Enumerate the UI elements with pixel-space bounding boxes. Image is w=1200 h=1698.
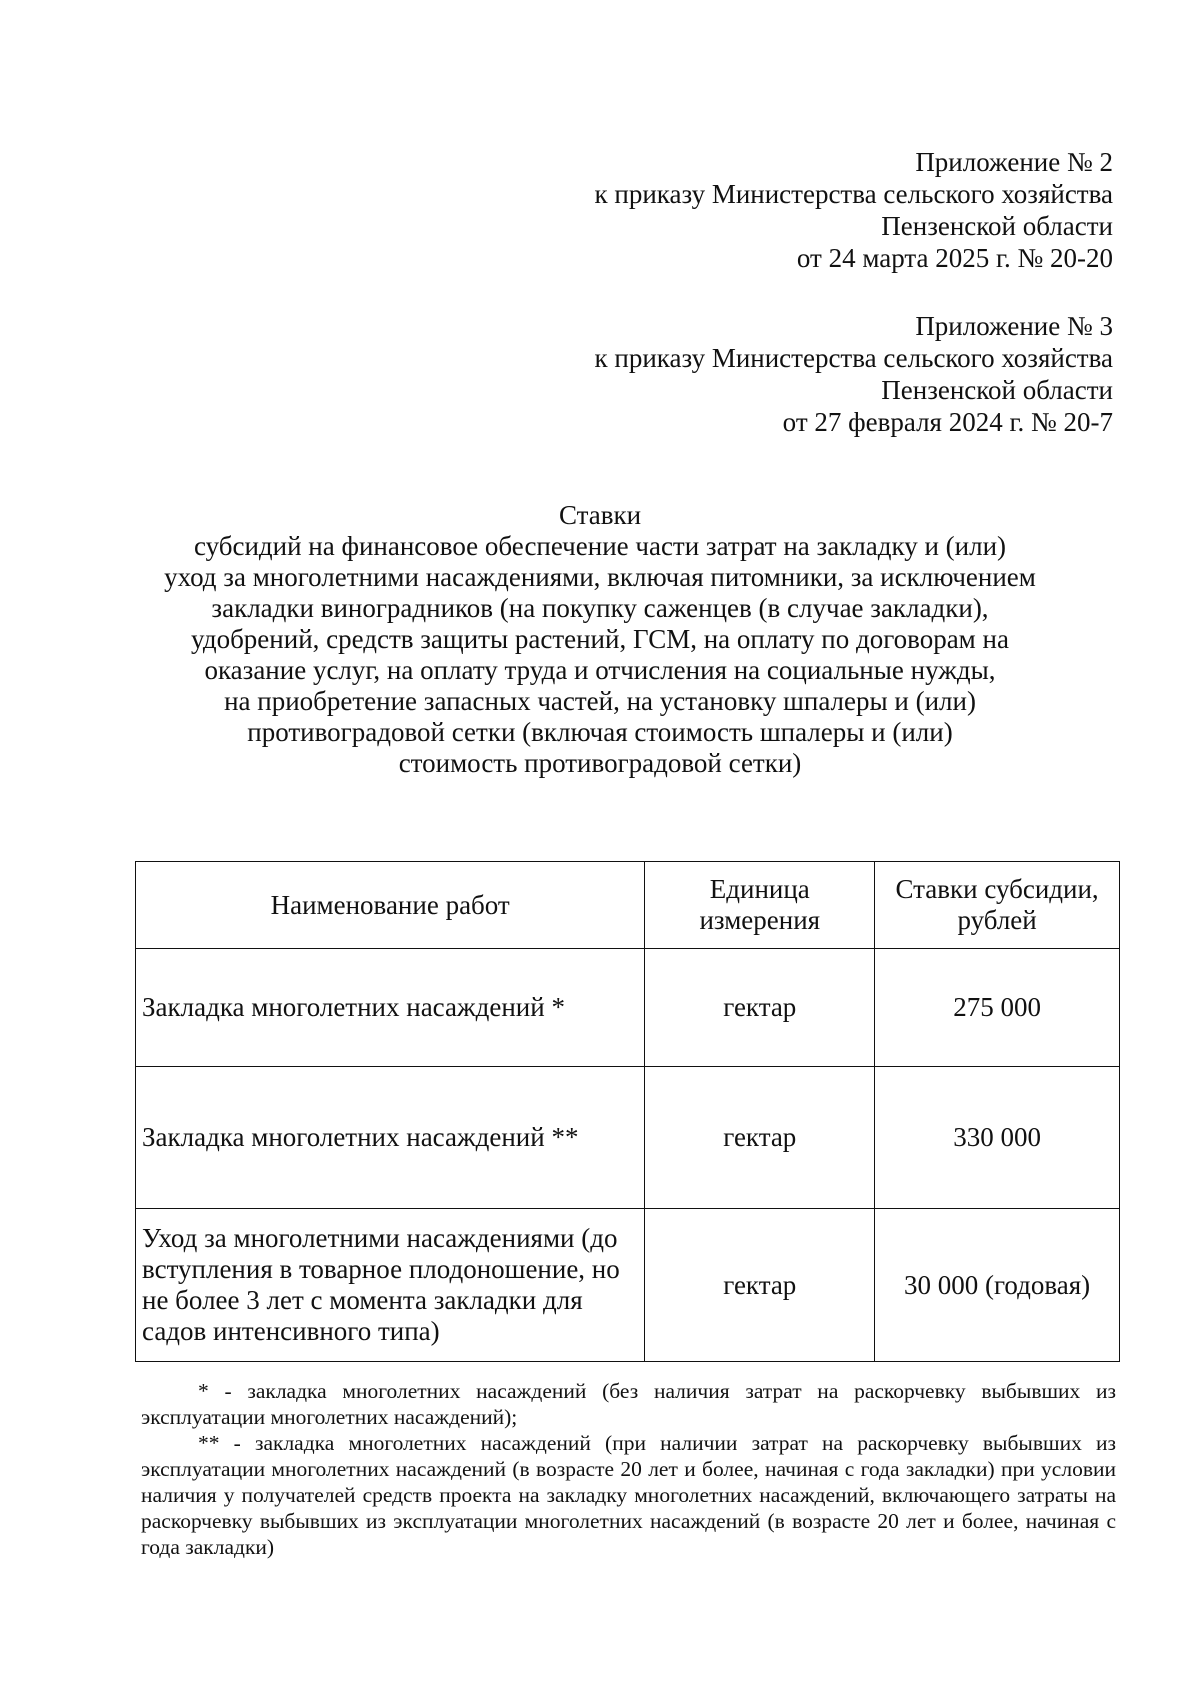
work-name-cell: Закладка многолетних насаждений *: [136, 949, 645, 1067]
appendix-2-number: Приложение № 2: [915, 147, 1113, 177]
work-name-cell: [136, 1209, 645, 1362]
header-rate-line: Ставки субсидии,: [895, 874, 1099, 904]
unit-cell: гектар: [645, 949, 875, 1067]
work-name-line: вступления в товарное плодоношение, но: [142, 1254, 620, 1284]
title-line: удобрений, средств защиты растений, ГСМ, на оплату по договорам на: [191, 624, 1009, 654]
work-name-line: не более 3 лет с момента закладки для: [142, 1285, 583, 1315]
footnote-double-asterisk: ** - закладка многолетних насаждений (при наличии затрат на раскорчевку выбывших из эксплуатации многолетних насаждений (в возрасте 20 лет и более, начиная с года закладки) при условии наличия у получателей средств проекта на закладку многолетних насаждений, включающего затраты на раскорчевку выбывших из эксплуатации многолетних насаждений (в возрасте 20 лет и более, начиная с года закладки): [141, 1431, 1116, 1559]
table-row: [136, 1067, 1120, 1209]
title-heading: Ставки: [558, 500, 642, 530]
table-row: [136, 949, 1120, 1067]
appendix-2-date: от 24 марта 2025 г. № 20-20: [796, 243, 1113, 273]
title-line: субсидий на финансовое обеспечение части затрат на закладку и (или): [193, 531, 1007, 561]
footnote-single-asterisk: * - закладка многолетних насаждений (без наличия затрат на раскорчевку выбывших из эксплуатации многолетних насаждений);: [141, 1379, 1116, 1429]
appendix-3-header: [595, 310, 1113, 438]
title-line: стоимость противоградовой сетки): [398, 748, 802, 778]
work-name-line: садов интенсивного типа): [142, 1316, 440, 1346]
work-name-line: Уход за многолетними насаждениями (до: [142, 1223, 618, 1253]
header-rate: [875, 862, 1120, 949]
header-unit-line: Единица: [709, 874, 810, 904]
footnotes: [141, 1378, 1116, 1560]
table-header-row: [136, 862, 1120, 949]
work-name-cell: Закладка многолетних насаждений **: [136, 1067, 645, 1209]
title-line: противоградовой сетки (включая стоимость шпалеры и (или): [247, 717, 953, 747]
appendix-2-order-ref: к приказу Министерства сельского хозяйства: [594, 179, 1113, 209]
title-line: оказание услуг, на оплату труда и отчисления на социальные нужды,: [204, 655, 996, 685]
rate-cell: 275 000: [875, 949, 1120, 1067]
appendix-2-region: Пензенской области: [881, 211, 1113, 241]
rate-cell: 30 000 (годовая): [875, 1209, 1120, 1362]
appendix-3-order-ref: к приказу Министерства сельского хозяйства: [594, 343, 1113, 373]
document-title: [130, 500, 1070, 779]
appendix-2-header: [595, 146, 1113, 274]
header-rate-line: рублей: [957, 905, 1037, 935]
header-unit: [645, 862, 875, 949]
header-unit-line: измерения: [699, 905, 821, 935]
rate-cell: 330 000: [875, 1067, 1120, 1209]
title-line: на приобретение запасных частей, на установку шпалеры и (или): [224, 686, 976, 716]
table-row: [136, 1209, 1120, 1362]
rates-table: [135, 861, 1120, 1362]
title-line: закладки виноградников (на покупку саженцев (в случае закладки),: [211, 593, 989, 623]
appendix-3-date: от 27 февраля 2024 г. № 20-7: [782, 407, 1113, 437]
unit-cell: гектар: [645, 1209, 875, 1362]
title-line: уход за многолетними насаждениями, включая питомники, за исключением: [164, 562, 1036, 592]
appendix-3-number: Приложение № 3: [915, 311, 1113, 341]
appendix-3-region: Пензенской области: [881, 375, 1113, 405]
unit-cell: гектар: [645, 1067, 875, 1209]
header-work-name: Наименование работ: [136, 862, 645, 949]
